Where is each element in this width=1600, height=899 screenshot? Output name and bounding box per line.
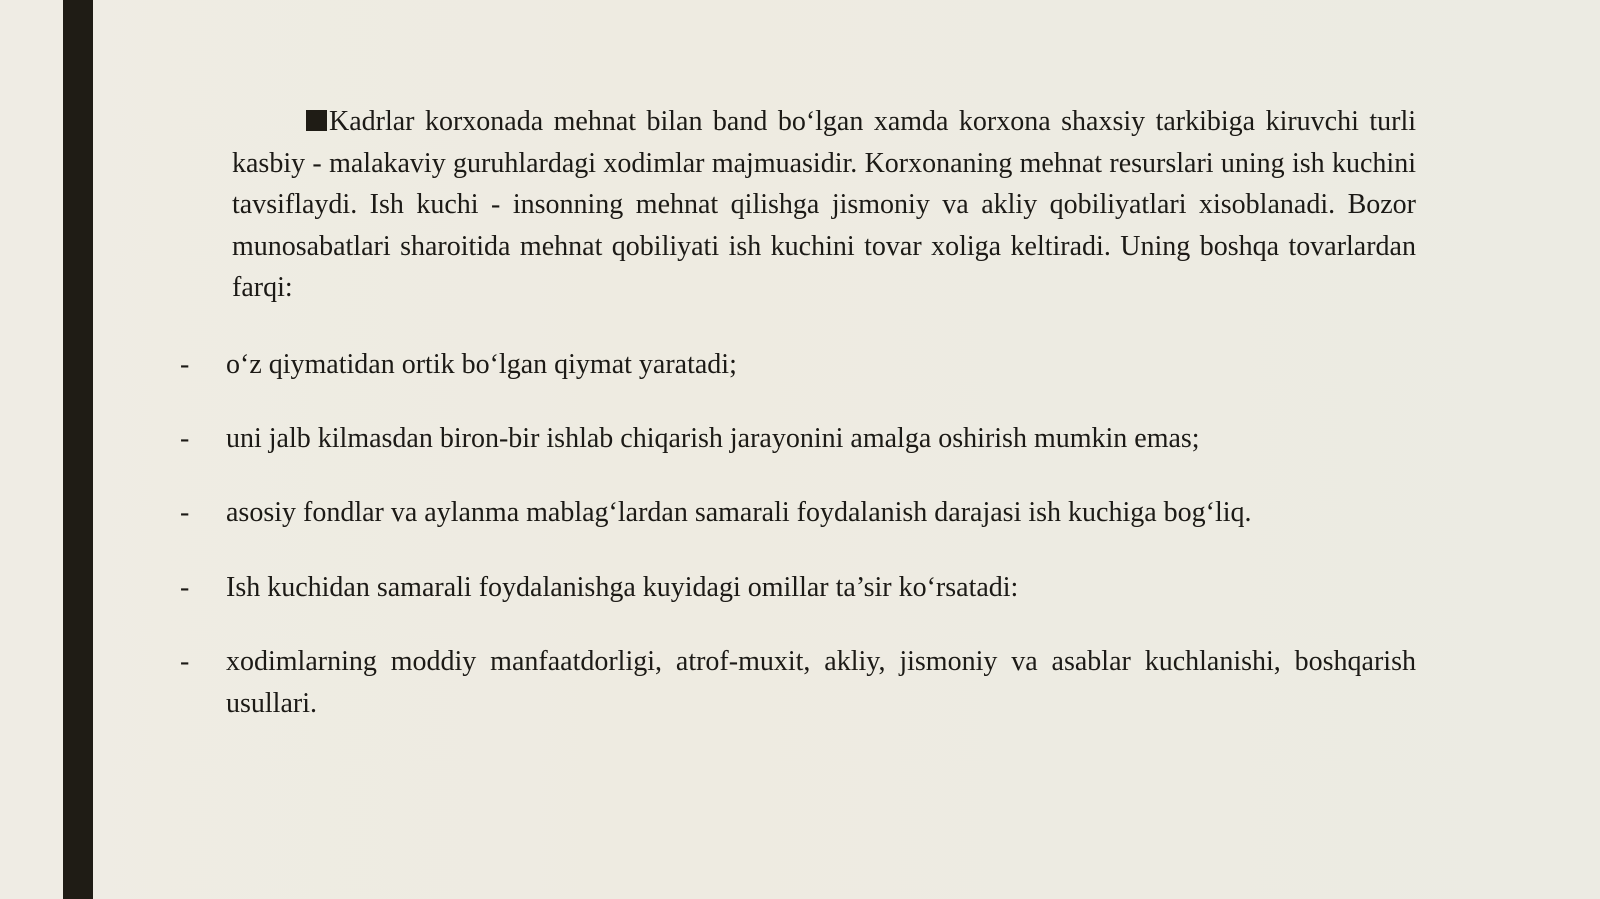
dash-bullet: -	[180, 349, 190, 380]
list-item-text: o‘z qiymatidan ortik bo‘lgan qiymat yaratadi;	[226, 349, 737, 380]
dash-bullet: -	[180, 497, 190, 528]
list-item-text: asosiy fondlar va aylanma mablag‘lardan samarali foydalanish darajasi ish kuchiga bog‘liq.	[226, 497, 1252, 528]
intro-text: Kadrlar korxonada mehnat bilan band bo‘lgan xamda korxona shaxsiy tarkibiga kiruvchi turli kasbiy - malakaviy guruhlardagi xodimlar majmuasidir. Korxonaning mehnat resurslari uning ish kuchini tavsiflaydi. Ish kuchi - insonning mehnat qilishga jismoniy va akliy qobiliyatlari xisoblanadi. Bozor munosabatlari sharoitida mehnat qobiliyati ish kuchini tovar xoliga keltiradi. Uning boshqa tovarlardan farqi:	[232, 106, 1416, 303]
list-item	[180, 492, 1416, 534]
dash-bullet: -	[180, 423, 190, 454]
list-item	[180, 567, 1416, 609]
list-item	[180, 418, 1416, 460]
dash-bullet: -	[180, 646, 190, 677]
list-item	[180, 344, 1416, 386]
list-item	[180, 641, 1416, 724]
dash-bullet: -	[180, 572, 190, 603]
list-item-text: Ish kuchidan samarali foydalanishga kuyidagi omillar ta’sir ko‘rsatadi:	[226, 572, 1019, 603]
list-item-text: xodimlarning moddiy manfaatdorligi, atrof-muxit, akliy, jismoniy va asablar kuchlanishi, boshqarish usullari.	[226, 646, 1416, 719]
list-item-text: uni jalb kilmasdan biron-bir ishlab chiqarish jarayonini amalga oshirish mumkin emas;	[226, 423, 1200, 454]
